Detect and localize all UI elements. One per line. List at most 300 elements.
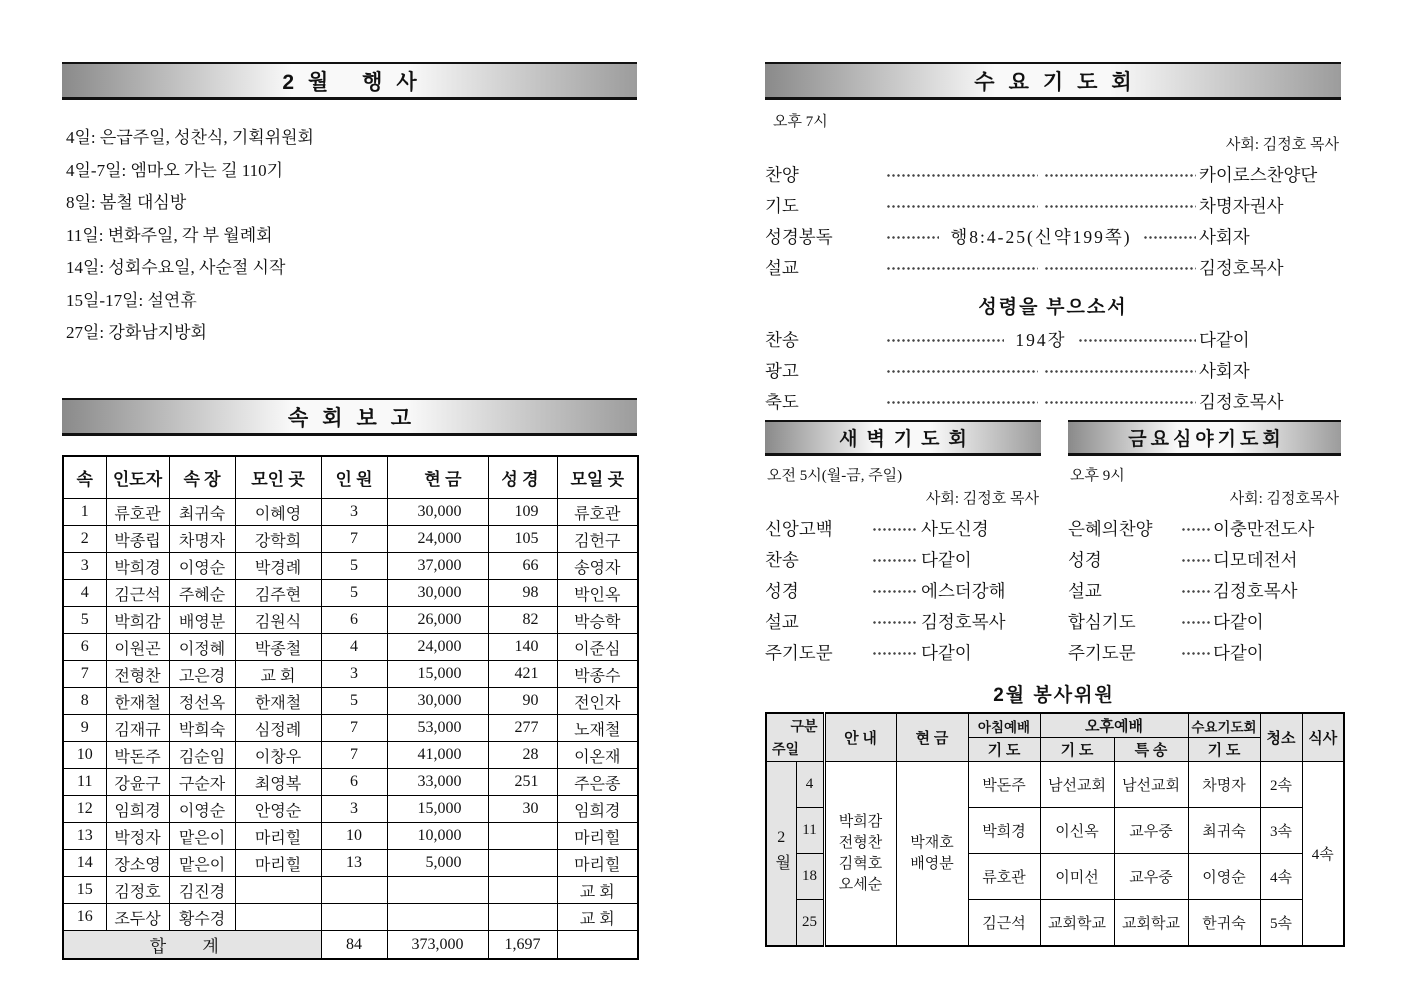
report-cell: 최영복	[235, 769, 321, 796]
date-cell: 11	[796, 808, 824, 854]
program-label: 은혜의찬양	[1068, 519, 1153, 539]
program-line	[765, 551, 1041, 570]
report-table	[62, 455, 639, 960]
report-cell: 10	[321, 823, 387, 850]
duty-cell: 한귀숙	[1188, 900, 1260, 947]
duty-cell: 김근석	[968, 900, 1040, 947]
report-cell: 10	[63, 742, 106, 769]
program-line	[765, 331, 1341, 350]
report-cell: 98	[488, 580, 557, 607]
program-mid: 행8:4-25(신약199쪽)	[950, 227, 1132, 247]
program-label: 성경	[1068, 550, 1102, 570]
program-label: 주기도문	[1068, 643, 1136, 663]
report-cell: 마리힐	[235, 823, 321, 850]
report-cell: 노재철	[557, 715, 638, 742]
report-cell: 이준심	[557, 634, 638, 661]
program-label: 찬송	[765, 550, 799, 570]
report-cell: 박정자	[106, 823, 169, 850]
report-cell: 장소영	[106, 850, 169, 877]
event-line: 8일: 봄철 대심방	[66, 193, 187, 212]
report-cell: 구순자	[169, 769, 235, 796]
report-total-label: 합 계	[63, 931, 321, 960]
report-cell: 421	[488, 661, 557, 688]
committee-table	[765, 712, 1345, 947]
report-cell: 66	[488, 553, 557, 580]
program-line	[1068, 582, 1341, 601]
report-row	[63, 553, 638, 580]
friday-section	[1068, 456, 1341, 663]
date-cell: 18	[796, 854, 824, 900]
report-cell: 이정혜	[169, 634, 235, 661]
program-label: 찬송	[765, 330, 799, 350]
report-cell: 4	[321, 634, 387, 661]
dotted-leader	[1078, 339, 1196, 342]
report-cell: 심정례	[235, 715, 321, 742]
report-row	[63, 769, 638, 796]
committee-header-offering: 현 금	[896, 713, 968, 762]
report-cell: 53,000	[387, 715, 488, 742]
report-header-cell: 인도자	[106, 456, 169, 499]
report-total-row	[63, 931, 638, 960]
events-title-bar	[62, 62, 637, 100]
report-cell: 류호관	[557, 499, 638, 526]
committee-header-meal: 식사	[1302, 713, 1344, 762]
report-cell	[488, 904, 557, 931]
report-cell: 33,000	[387, 769, 488, 796]
program-value: 이충만전도사	[1213, 519, 1315, 539]
report-cell: 맡은이	[169, 823, 235, 850]
report-cell: 박희경	[106, 553, 169, 580]
report-cell: 주혜순	[169, 580, 235, 607]
committee-corner-cell	[766, 713, 824, 762]
report-cell: 30,000	[387, 499, 488, 526]
program-line	[765, 613, 1041, 632]
report-header-cell: 모일 곳	[557, 456, 638, 499]
program-label: 찬양	[765, 165, 799, 185]
report-cell: 5	[321, 688, 387, 715]
report-row	[63, 607, 638, 634]
report-total-members: 84	[321, 931, 387, 960]
program-line	[765, 166, 1341, 185]
report-cell: 송영자	[557, 553, 638, 580]
program-line	[1068, 520, 1341, 539]
report-cell: 4	[63, 580, 106, 607]
dotted-leader	[886, 339, 1004, 342]
program-value: 김정호목사	[921, 612, 1006, 632]
duty-cell: 이미선	[1040, 854, 1114, 900]
program-line	[1068, 644, 1341, 663]
dotted-leader	[1044, 267, 1196, 270]
report-row	[63, 499, 638, 526]
program-label: 기도	[765, 196, 799, 216]
report-row	[63, 796, 638, 823]
dotted-leader	[872, 590, 918, 593]
event-line: 11일: 변화주일, 각 부 월례회	[66, 225, 273, 245]
committee-header-morning: 아침예배	[968, 713, 1040, 738]
report-cell: 7	[321, 526, 387, 553]
report-cell: 7	[321, 715, 387, 742]
report-cell: 251	[488, 769, 557, 796]
report-cell: 7	[63, 661, 106, 688]
wednesday-title: 수요기도회	[974, 70, 1146, 94]
program-value: 김정호목사	[1213, 581, 1298, 601]
event-line: 15일-17일: 설연휴	[66, 290, 197, 310]
committee-header-row	[766, 713, 1344, 738]
report-cell: 15,000	[387, 796, 488, 823]
program-mid: 194장	[1015, 330, 1067, 350]
report-cell: 5	[321, 580, 387, 607]
report-cell: 109	[488, 499, 557, 526]
report-cell: 7	[321, 742, 387, 769]
committee-header-guide: 안 내	[824, 713, 896, 762]
program-value: 김정호목사	[1199, 392, 1284, 412]
report-header-cell: 속 장	[169, 456, 235, 499]
program-line	[765, 644, 1041, 663]
duty-cell: 차명자	[1188, 762, 1260, 808]
committee-header-prayer: 기 도	[968, 738, 1040, 762]
report-cell: 이원곤	[106, 634, 169, 661]
report-header-row	[63, 456, 638, 499]
report-cell: 이창우	[235, 742, 321, 769]
program-value: 김정호목사	[1199, 258, 1284, 278]
program-value: 사회자	[1199, 361, 1250, 381]
report-cell: 박경례	[235, 553, 321, 580]
report-row	[63, 904, 638, 931]
dotted-leader	[872, 528, 918, 531]
dotted-leader	[872, 559, 918, 562]
report-cell	[387, 904, 488, 931]
section-moderator: 사회: 김정호 목사	[925, 491, 1039, 507]
report-cell: 15,000	[387, 661, 488, 688]
dotted-leader	[1181, 652, 1210, 655]
dawn-title-bar	[765, 420, 1041, 456]
report-cell: 90	[488, 688, 557, 715]
report-row	[63, 742, 638, 769]
report-cell	[488, 850, 557, 877]
report-cell: 277	[488, 715, 557, 742]
report-cell: 3	[63, 553, 106, 580]
report-cell: 황수경	[169, 904, 235, 931]
report-cell: 8	[63, 688, 106, 715]
report-cell: 13	[321, 850, 387, 877]
report-cell: 김주현	[235, 580, 321, 607]
report-cell: 1	[63, 499, 106, 526]
duty-cell: 류호관	[968, 854, 1040, 900]
report-cell: 맡은이	[169, 850, 235, 877]
report-cell: 6	[321, 769, 387, 796]
report-cell: 박인옥	[557, 580, 638, 607]
report-cell: 30,000	[387, 580, 488, 607]
report-cell: 박희감	[106, 607, 169, 634]
report-cell: 이혜영	[235, 499, 321, 526]
corner-bottom-label: 주일	[772, 743, 800, 758]
report-cell: 5,000	[387, 850, 488, 877]
guide-cell: 박희감 전형찬 김혁호 오세순	[824, 762, 896, 947]
event-line: 4일: 은급주일, 성찬식, 기획위원회	[66, 128, 314, 147]
report-cell: 김순임	[169, 742, 235, 769]
report-cell: 5	[63, 607, 106, 634]
report-cell: 11	[63, 769, 106, 796]
section-moderator: 사회: 김정호목사	[1229, 491, 1339, 507]
program-label: 설교	[765, 258, 799, 278]
report-header-cell: 성 경	[488, 456, 557, 499]
report-cell: 12	[63, 796, 106, 823]
report-cell: 강윤구	[106, 769, 169, 796]
program-line	[765, 520, 1041, 539]
committee-header-prayer: 기 도	[1188, 738, 1260, 762]
report-cell: 한재철	[106, 688, 169, 715]
dotted-leader	[1181, 590, 1210, 593]
report-header-cell: 속	[63, 456, 106, 499]
program-value: 다같이	[921, 643, 972, 663]
report-cell: 전형찬	[106, 661, 169, 688]
cleaning-cell: 4속	[1260, 854, 1302, 900]
program-label: 축도	[765, 392, 799, 412]
dotted-leader	[1044, 174, 1196, 177]
report-cell: 30	[488, 796, 557, 823]
dawn-section	[765, 456, 1041, 663]
committee-header-special: 특 송	[1114, 738, 1188, 762]
report-cell: 조두상	[106, 904, 169, 931]
cleaning-cell: 5속	[1260, 900, 1302, 947]
wednesday-section	[765, 102, 1341, 412]
program-value: 사도신경	[921, 519, 989, 539]
report-cell: 9	[63, 715, 106, 742]
report-header-cell: 모인 곳	[235, 456, 321, 499]
report-cell: 김진경	[169, 877, 235, 904]
report-cell: 이영순	[169, 796, 235, 823]
dotted-leader	[872, 621, 918, 624]
section-time: 오후 9시	[1070, 468, 1125, 484]
month-cell: 2월	[766, 762, 796, 947]
cleaning-cell: 2속	[1260, 762, 1302, 808]
corner-top-label: 구분	[790, 720, 818, 735]
report-cell: 차명자	[169, 526, 235, 553]
friday-title-bar	[1068, 420, 1341, 456]
program-line	[1068, 613, 1341, 632]
program-line	[1068, 551, 1341, 570]
duty-cell: 박희경	[968, 808, 1040, 854]
report-row	[63, 661, 638, 688]
report-cell: 이온재	[557, 742, 638, 769]
program-label: 합심기도	[1068, 612, 1136, 632]
program-line	[765, 393, 1341, 412]
report-cell: 김헌구	[557, 526, 638, 553]
dotted-leader	[1044, 401, 1196, 404]
committee-header-prayer: 기 도	[1040, 738, 1114, 762]
report-cell: 13	[63, 823, 106, 850]
report-title-bar	[62, 398, 637, 436]
report-row	[63, 850, 638, 877]
report-row	[63, 877, 638, 904]
program-label: 성경봉독	[765, 227, 833, 247]
program-label: 신앙고백	[765, 519, 833, 539]
dotted-leader	[872, 652, 918, 655]
program-value: 디모데전서	[1213, 550, 1298, 570]
program-value: 에스더강해	[921, 581, 1006, 601]
report-cell: 37,000	[387, 553, 488, 580]
program-value: 사회자	[1199, 227, 1250, 247]
report-cell: 임희경	[557, 796, 638, 823]
report-cell: 김재규	[106, 715, 169, 742]
report-cell: 2	[63, 526, 106, 553]
report-cell: 김근석	[106, 580, 169, 607]
report-cell: 26,000	[387, 607, 488, 634]
report-total-bible: 1,697	[488, 931, 557, 960]
report-cell: 마리힐	[235, 850, 321, 877]
report-cell: 24,000	[387, 634, 488, 661]
duty-cell: 교회학교	[1114, 900, 1188, 947]
report-cell	[321, 877, 387, 904]
program-label: 설교	[1068, 581, 1102, 601]
friday-title: 금요심야기도회	[1128, 429, 1285, 450]
report-cell: 최귀숙	[169, 499, 235, 526]
section-time: 오전 5시(월-금, 주일)	[767, 468, 903, 484]
report-cell	[488, 823, 557, 850]
dotted-leader	[1143, 236, 1196, 239]
duty-cell: 남선교회	[1114, 762, 1188, 808]
report-header-cell: 현 금	[387, 456, 488, 499]
duty-cell: 이신옥	[1040, 808, 1114, 854]
report-cell: 이영순	[169, 553, 235, 580]
duty-cell: 최귀숙	[1188, 808, 1260, 854]
dotted-leader	[1181, 559, 1210, 562]
dotted-leader	[886, 174, 1038, 177]
report-cell: 임희경	[106, 796, 169, 823]
report-cell: 140	[488, 634, 557, 661]
report-cell	[235, 877, 321, 904]
committee-title: 2월 봉사위원	[993, 685, 1115, 706]
duty-cell: 박돈주	[968, 762, 1040, 808]
program-value: 카이로스찬양단	[1199, 165, 1318, 185]
duty-cell: 교우중	[1114, 854, 1188, 900]
report-row	[63, 580, 638, 607]
date-cell: 25	[796, 900, 824, 947]
report-row	[63, 823, 638, 850]
program-value: 차명자권사	[1199, 196, 1284, 216]
report-cell: 정선옥	[169, 688, 235, 715]
report-cell: 10,000	[387, 823, 488, 850]
report-cell: 김원식	[235, 607, 321, 634]
report-cell: 교 회	[235, 661, 321, 688]
report-cell: 고은경	[169, 661, 235, 688]
report-cell: 강학희	[235, 526, 321, 553]
duty-cell: 교회학교	[1040, 900, 1114, 947]
duty-cell: 남선교회	[1040, 762, 1114, 808]
report-cell: 박승학	[557, 607, 638, 634]
dotted-leader	[886, 370, 1038, 373]
report-cell: 15	[63, 877, 106, 904]
report-cell: 41,000	[387, 742, 488, 769]
report-row	[63, 688, 638, 715]
report-cell: 마리힐	[557, 850, 638, 877]
report-cell: 82	[488, 607, 557, 634]
report-row	[63, 715, 638, 742]
dotted-leader	[886, 205, 1038, 208]
report-total-place	[557, 931, 638, 960]
dotted-leader	[1044, 370, 1196, 373]
program-value: 다같이	[921, 550, 972, 570]
report-title: 속회보고	[287, 406, 426, 430]
report-cell: 6	[63, 634, 106, 661]
dotted-leader	[1044, 205, 1196, 208]
report-total-offering: 373,000	[387, 931, 488, 960]
event-line: 14일: 성회수요일, 사순절 시작	[66, 258, 286, 277]
report-row	[63, 526, 638, 553]
report-cell: 3	[321, 661, 387, 688]
report-cell: 박돈주	[106, 742, 169, 769]
dotted-leader	[1181, 621, 1210, 624]
report-cell: 3	[321, 499, 387, 526]
dotted-leader	[886, 401, 1038, 404]
sermon-title: 성령을 부으소서	[978, 297, 1128, 318]
program-label: 광고	[765, 361, 799, 381]
report-cell: 김정호	[106, 877, 169, 904]
report-cell: 16	[63, 904, 106, 931]
report-cell: 30,000	[387, 688, 488, 715]
dotted-leader	[886, 267, 1038, 270]
report-cell	[387, 877, 488, 904]
report-cell: 교 회	[557, 877, 638, 904]
section-moderator: 사회: 김정호 목사	[1225, 137, 1339, 153]
report-cell: 배영분	[169, 607, 235, 634]
committee-header-afternoon: 오후예배	[1040, 713, 1188, 738]
wednesday-title-bar	[765, 62, 1341, 100]
report-cell: 3	[321, 796, 387, 823]
program-label: 주기도문	[765, 643, 833, 663]
events-title: 2월 행사	[282, 70, 431, 94]
cleaning-cell: 3속	[1260, 808, 1302, 854]
program-value: 다같이	[1199, 330, 1250, 350]
report-cell: 주은종	[557, 769, 638, 796]
committee-row	[766, 762, 1344, 808]
report-cell: 5	[321, 553, 387, 580]
program-value: 다같이	[1213, 643, 1264, 663]
dawn-title: 새벽기도회	[839, 429, 976, 450]
program-line	[765, 197, 1341, 216]
event-line: 4일-7일: 엠마오 가는 길 110기	[66, 160, 284, 180]
duty-cell: 이영순	[1188, 854, 1260, 900]
report-cell: 전인자	[557, 688, 638, 715]
report-cell: 교 회	[557, 904, 638, 931]
program-value: 다같이	[1213, 612, 1264, 632]
report-cell: 박종립	[106, 526, 169, 553]
program-line	[765, 259, 1341, 278]
report-cell: 마리힐	[557, 823, 638, 850]
program-label: 설교	[765, 612, 799, 632]
report-cell	[235, 904, 321, 931]
offering-cell: 박재호 배영분	[896, 762, 968, 947]
program-line	[765, 582, 1041, 601]
report-cell: 14	[63, 850, 106, 877]
program-label: 성경	[765, 581, 799, 601]
report-cell	[321, 904, 387, 931]
duty-cell: 교우중	[1114, 808, 1188, 854]
report-cell: 류호관	[106, 499, 169, 526]
report-cell: 박희숙	[169, 715, 235, 742]
report-cell: 박종철	[235, 634, 321, 661]
report-cell	[488, 877, 557, 904]
events-list	[66, 122, 636, 350]
report-cell: 24,000	[387, 526, 488, 553]
report-header-cell: 인 원	[321, 456, 387, 499]
committee-header-wednesday: 수요기도회	[1188, 713, 1260, 738]
report-cell: 박종수	[557, 661, 638, 688]
date-cell: 4	[796, 762, 824, 808]
report-cell: 105	[488, 526, 557, 553]
section-time: 오후 7시	[773, 114, 828, 130]
program-line	[765, 362, 1341, 381]
